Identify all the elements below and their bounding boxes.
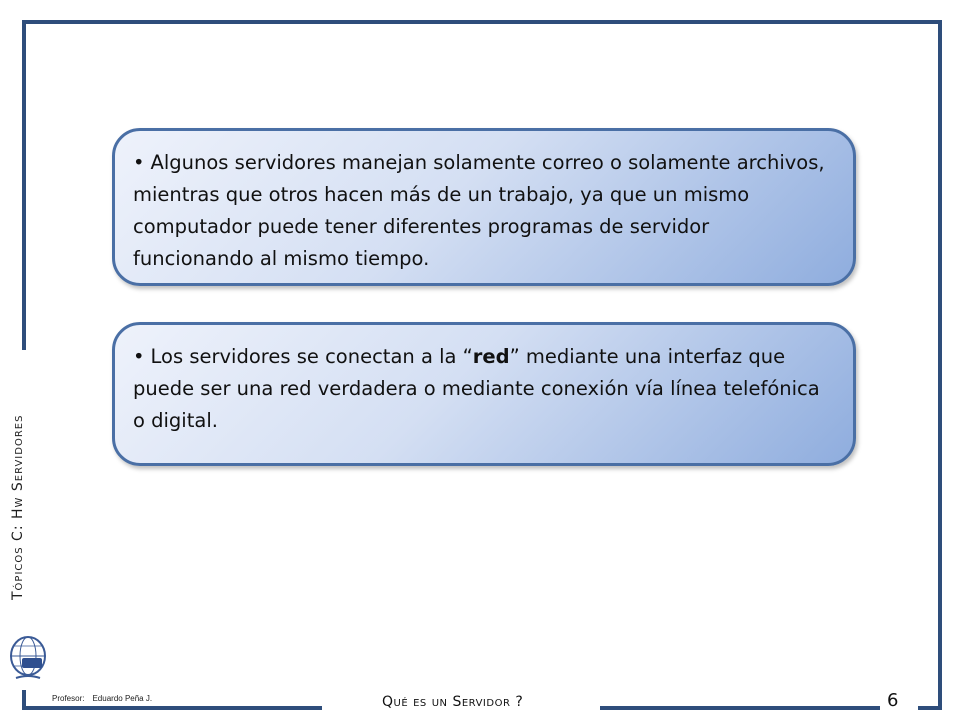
footer-title: Qué es un Servidor ?: [382, 694, 524, 710]
callout-2-text-bold: red: [472, 345, 510, 368]
professor-label: Profesor:: [52, 694, 85, 703]
professor-name: Eduardo Peña J.: [92, 694, 153, 703]
frame-bottom-border-right: [918, 706, 942, 710]
callout-1-paragraph: [133, 147, 835, 275]
callout-box-1: [112, 128, 856, 286]
bullet-icon: •: [133, 151, 145, 174]
frame-right-border: [938, 20, 942, 708]
frame-top-border: [22, 20, 942, 24]
page-number: 6: [887, 690, 899, 711]
side-title: Tópicos C: Hw Servidores: [10, 414, 26, 600]
bullet-icon: •: [133, 345, 145, 368]
footer-professor: [52, 694, 152, 703]
callout-1-text: Algunos servidores manejan solamente correo o solamente archivos, mientras que otros hacen más de un trabajo, ya que un mismo computador puede tener diferentes programas de servidor funcionando al mismo tiempo.: [133, 151, 825, 270]
callout-2-text-after: ” mediante una interfaz que puede ser una red verdadera o mediante conexión vía línea telefónica o digital.: [133, 345, 820, 432]
frame-bottom-border-left: [22, 706, 322, 710]
callout-2-text-before: Los servidores se conectan a la “: [150, 345, 473, 368]
frame-left-border: [22, 20, 26, 350]
frame-bottom-border-middle: [600, 706, 880, 710]
callout-box-2: [112, 322, 856, 466]
callout-2-paragraph: [133, 341, 835, 437]
dic-globe-logo-icon: [8, 634, 48, 684]
